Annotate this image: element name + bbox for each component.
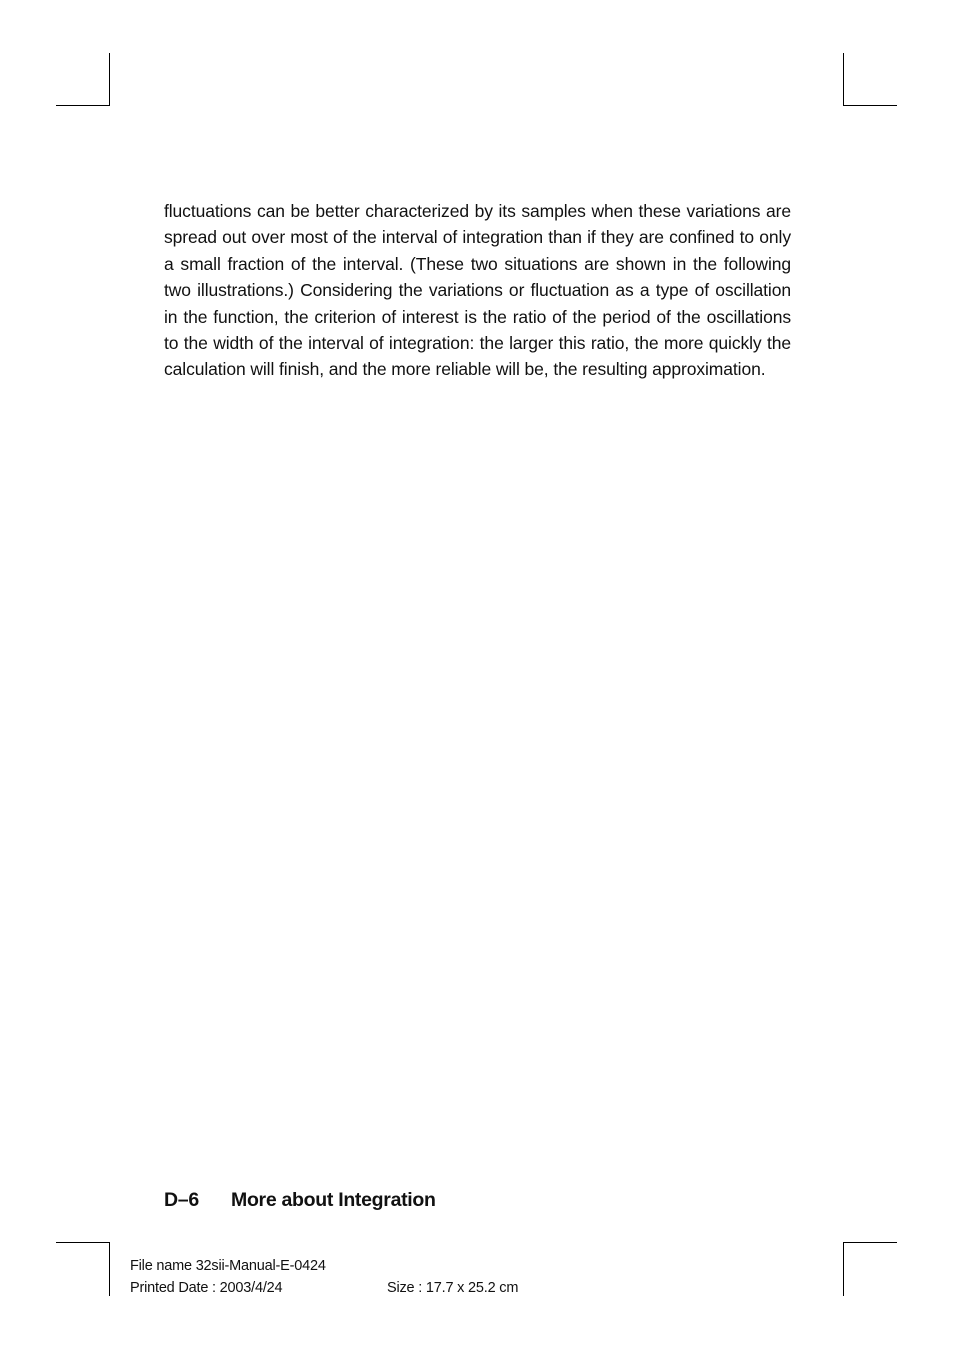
- crop-mark-bottom-left-vertical: [109, 1242, 110, 1296]
- print-info: [130, 1255, 518, 1299]
- crop-mark-top-right-horizontal: [843, 105, 897, 106]
- file-name: File name 32sii-Manual-E-0424: [130, 1258, 326, 1274]
- crop-mark-top-left-vertical: [109, 53, 110, 106]
- running-footer: [164, 1189, 436, 1212]
- crop-mark-bottom-right-horizontal: [843, 1242, 897, 1243]
- printed-date: Printed Date : 2003/4/24: [130, 1280, 283, 1296]
- crop-mark-top-left-horizontal: [56, 105, 110, 106]
- section-title: More about Integration: [231, 1189, 436, 1211]
- body-paragraph: fluctuations can be better characterized by its samples when these variations are spread out over most of the interval of integration than if they are confined to only a small fraction of the interval. (These two situations are shown in the following two illustrations.) Considering the variations or fluctuation as a type of oscillation in the function, the criterion of interest is the ratio of the period of the oscillations to the width of the interval of integration: the larger this ratio, the more quickly the calculation will finish, and the more reliable will be, the resulting approximation.: [164, 201, 791, 380]
- page-number: D–6: [164, 1189, 199, 1211]
- crop-mark-bottom-left-horizontal: [56, 1242, 110, 1243]
- crop-mark-bottom-right-vertical: [843, 1242, 844, 1296]
- crop-mark-top-right-vertical: [843, 53, 844, 106]
- page-size: Size : 17.7 x 25.2 cm: [387, 1280, 519, 1296]
